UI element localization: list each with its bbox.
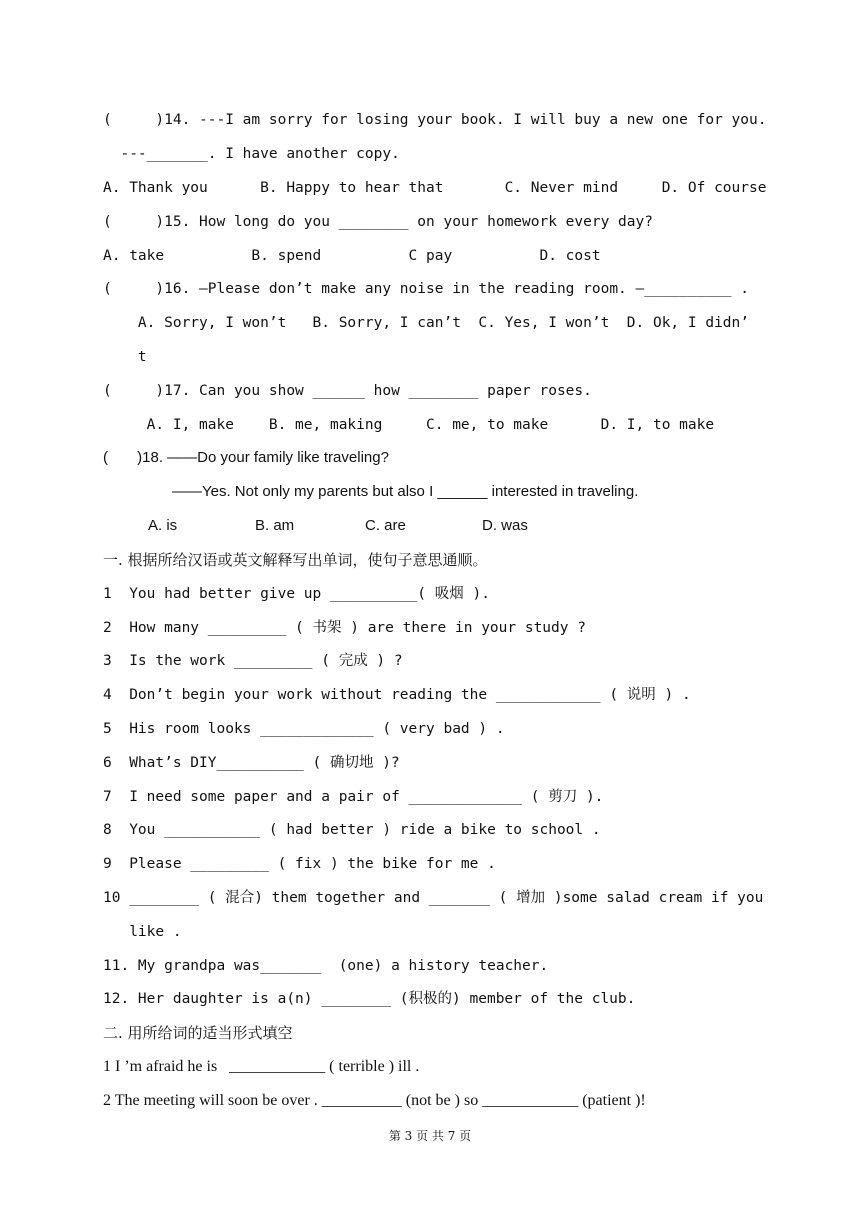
section-one-item: 4 Don’t begin your work without reading the ____________ ( 说明 ) . [103,687,691,703]
question-18-option-d: D. was [482,517,528,534]
section-one-item: 6 What’s DIY__________ ( 确切地 )? [103,755,400,771]
section-two-item: 2 The meeting will soon be over . __________ (not be ) so ____________ (patient )! [103,1092,646,1109]
question-15-stem: ( )15. How long do you ________ on your homework every day? [103,214,653,230]
section-one-heading: 一. 根据所给汉语或英文解释写出单词，使句子意思通顺。 [103,551,488,569]
question-14-reply: ---_______. I have another copy. [103,146,400,162]
section-one-item-cont: like . [103,924,182,940]
question-16-options-cont: t [103,349,147,365]
question-18-option-c: C. are [365,517,406,534]
question-18-option-a: A. is [148,517,178,534]
section-one-item: 3 Is the work _________ ( 完成 ) ? [103,653,403,669]
question-18-stem: ( )18. ——Do your family like traveling? [103,449,389,466]
section-one-item: 2 How many _________ ( 书架 ) are there in your study ? [103,620,586,636]
question-18-option-b: B. am [255,517,295,534]
section-one-item: 7 I need some paper and a pair of _____________ ( 剪刀 ). [103,789,604,805]
question-17-stem: ( )17. Can you show ______ how ________ paper roses. [103,383,592,399]
section-one-item: 12. Her daughter is a(n) ________ (积极的) member of the club. [103,991,636,1007]
section-two-item: 1 I ’m afraid he is ____________ ( terrible ) ill . [103,1058,420,1075]
section-one-item: 8 You ___________ ( had better ) ride a bike to school . [103,822,601,838]
page-footer: 第 3 页 共 7 页 [388,1129,472,1143]
section-one-item: 11. My grandpa was_______ (one) a history teacher. [103,958,549,974]
question-14-stem: ( )14. ---I am sorry for losing your book. I will buy a new one for you. [103,112,767,128]
question-17-options: A. I, make B. me, making C. me, to make D. I, to make [103,417,715,433]
section-one-item: 5 His room looks _____________ ( very bad ) . [103,721,505,737]
question-15-options: A. take B. spend C pay D. cost [103,248,601,264]
question-14-options: A. Thank you B. Happy to hear that C. Never mind D. Of course [103,180,767,196]
section-one-item: 9 Please _________ ( fix ) the bike for me . [103,856,496,872]
section-two-heading: 二. 用所给词的适当形式填空 [103,1024,293,1042]
section-one-item: 1 You had better give up __________( 吸烟 ). [103,586,490,602]
section-one-item: 10 ________ ( 混合) them together and _______ ( 增加 )some salad cream if you [103,890,764,906]
question-16-options: A. Sorry, I won’t B. Sorry, I can’t C. Yes, I won’t D. Ok, I didn’ [103,315,750,331]
question-18-reply: ——Yes. Not only my parents but also I ______ interested in traveling. [172,483,639,500]
question-16-stem: ( )16. —Please don’t make any noise in the reading room. —__________ . [103,281,750,297]
